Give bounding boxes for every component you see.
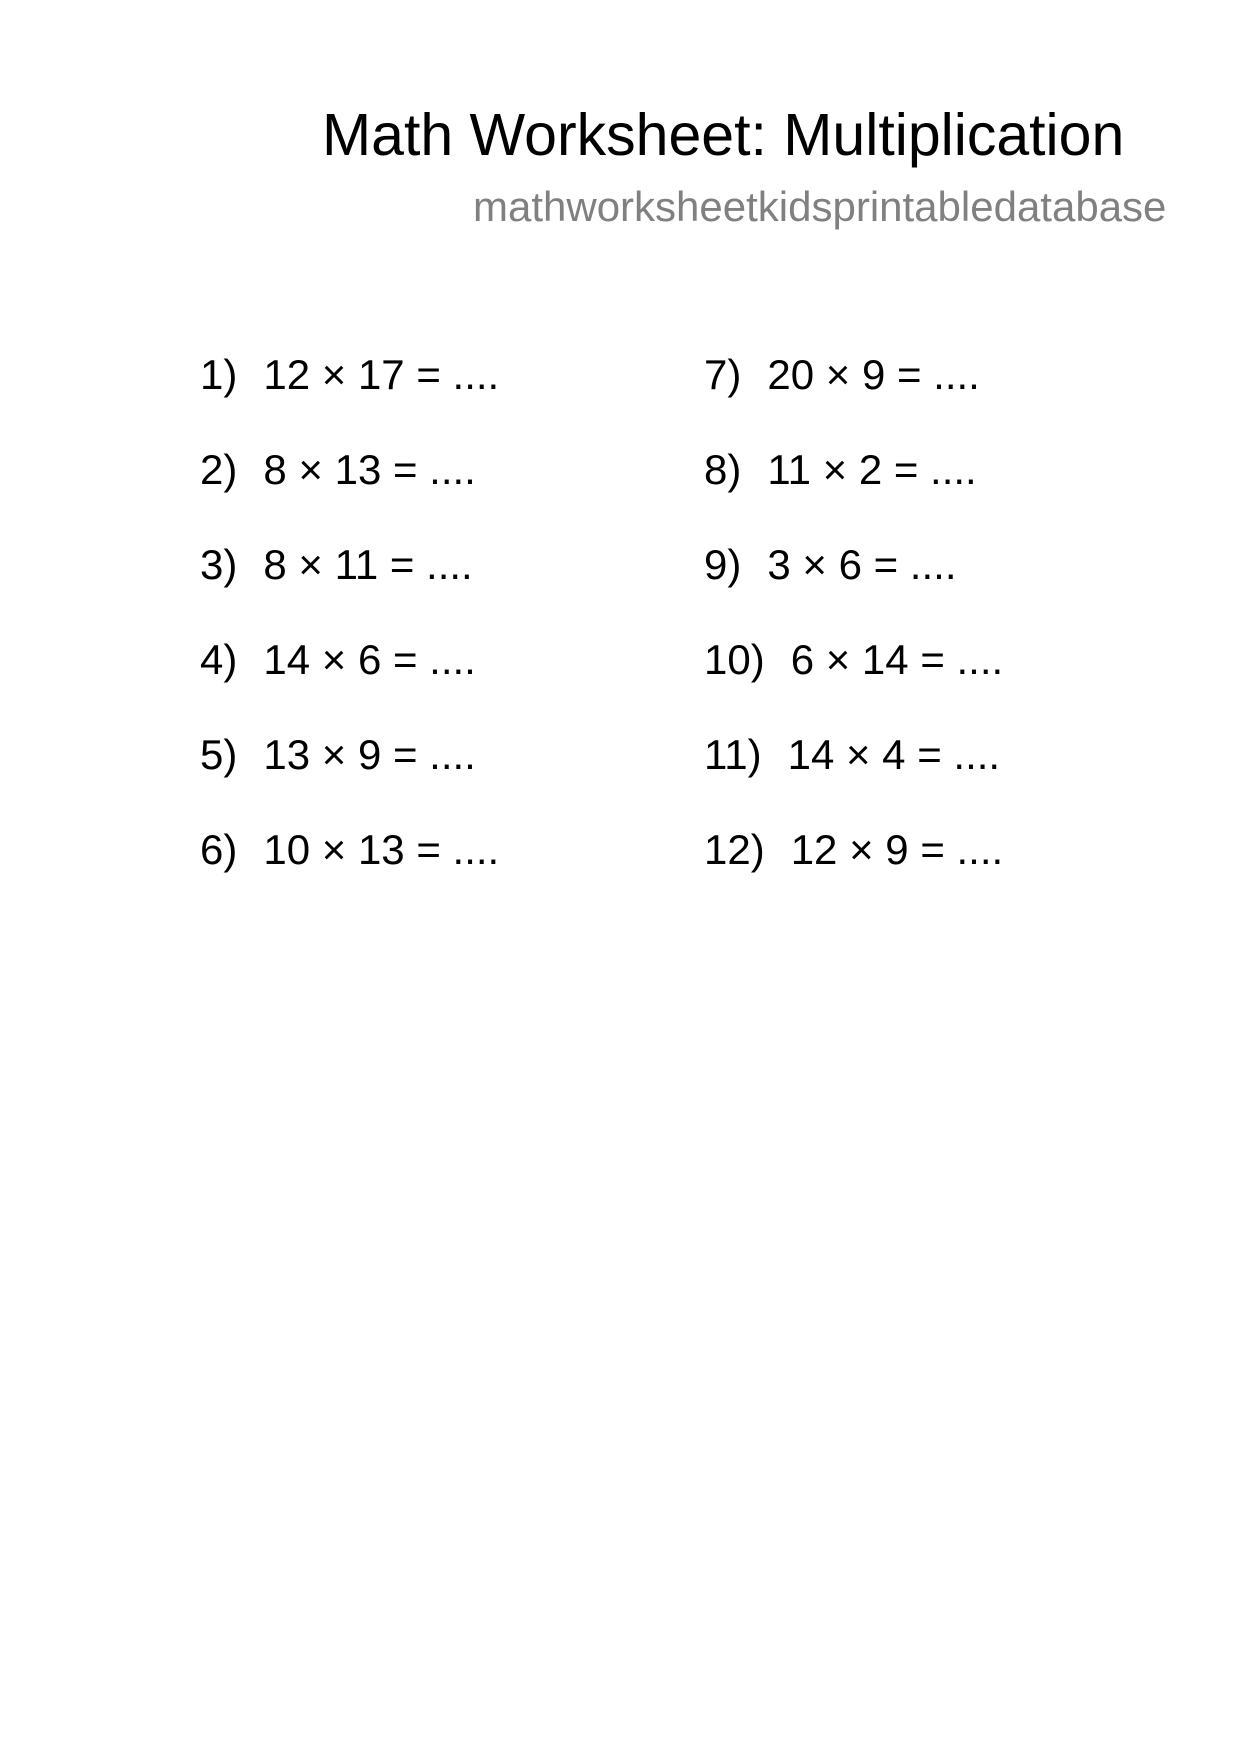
problem-number: 4) bbox=[200, 636, 238, 683]
problem-expression: 11 × 2 = .... bbox=[767, 446, 977, 493]
problem-expression: 3 × 6 = .... bbox=[767, 541, 957, 588]
problem-number: 10) bbox=[704, 636, 765, 683]
problem-item bbox=[704, 540, 1003, 635]
problem-column-right bbox=[704, 350, 1003, 920]
problem-column-left bbox=[200, 350, 499, 920]
problem-item bbox=[704, 635, 1003, 730]
worksheet-title: Math Worksheet: Multiplication bbox=[322, 102, 1125, 168]
problem-expression: 8 × 11 = .... bbox=[263, 541, 473, 588]
problem-number: 3) bbox=[200, 541, 238, 588]
problem-expression: 14 × 4 = .... bbox=[787, 731, 1001, 778]
problem-expression: 12 × 17 = .... bbox=[263, 351, 500, 398]
problem-expression: 10 × 13 = .... bbox=[263, 826, 500, 873]
problem-expression: 12 × 9 = .... bbox=[790, 826, 1004, 873]
problem-item bbox=[200, 825, 499, 920]
problem-item bbox=[200, 540, 499, 635]
problem-item bbox=[200, 635, 499, 730]
problem-item bbox=[704, 445, 1003, 540]
problem-item bbox=[200, 350, 499, 445]
problem-item bbox=[704, 730, 1003, 825]
problem-item bbox=[200, 445, 499, 540]
problem-expression: 14 × 6 = .... bbox=[263, 636, 476, 683]
problem-expression: 6 × 14 = .... bbox=[790, 636, 1004, 683]
problem-item bbox=[704, 825, 1003, 920]
problem-item bbox=[200, 730, 499, 825]
problem-number: 7) bbox=[704, 351, 742, 398]
problem-number: 9) bbox=[704, 541, 742, 588]
problem-expression: 8 × 13 = .... bbox=[263, 446, 476, 493]
problem-expression: 20 × 9 = .... bbox=[767, 351, 980, 398]
problem-number: 2) bbox=[200, 446, 238, 493]
problem-number: 5) bbox=[200, 731, 238, 778]
problem-number: 8) bbox=[704, 446, 742, 493]
problem-number: 1) bbox=[200, 351, 238, 398]
problem-number: 6) bbox=[200, 826, 238, 873]
problem-expression: 13 × 9 = .... bbox=[263, 731, 476, 778]
problem-number: 11) bbox=[704, 731, 762, 778]
problem-item bbox=[704, 350, 1003, 445]
worksheet-subtitle: mathworksheetkidsprintabledatabase bbox=[473, 183, 1167, 230]
problem-number: 12) bbox=[704, 826, 765, 873]
